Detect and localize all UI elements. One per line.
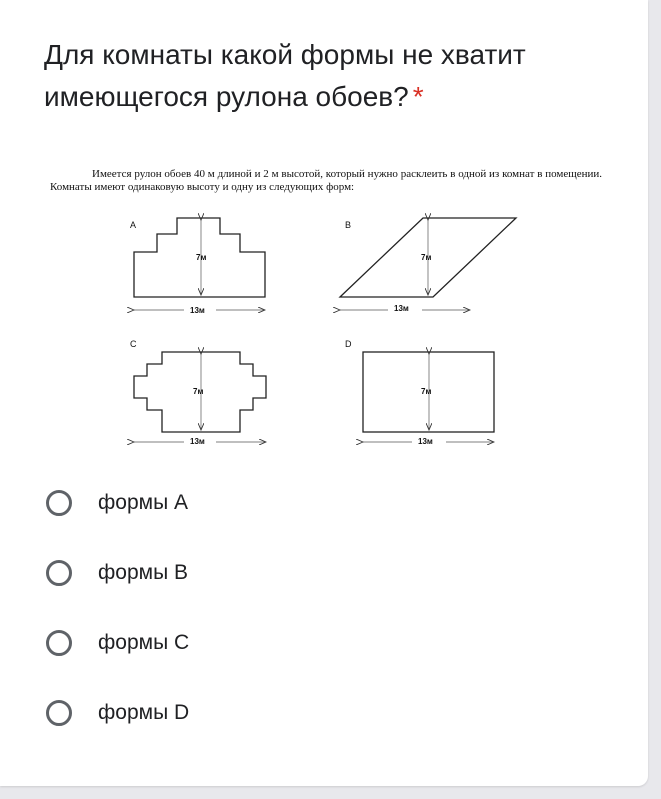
- radio-button-a[interactable]: [46, 490, 72, 516]
- shape-d-letter: D: [345, 339, 352, 349]
- option-a[interactable]: [44, 468, 604, 538]
- question-title-text: Для комнаты какой формы не хватит имеющегося рулона обоев?: [44, 39, 526, 112]
- shape-a-letter: A: [130, 220, 137, 230]
- shape-c-width-label: 13м: [190, 437, 205, 446]
- required-asterisk: *: [412, 81, 424, 112]
- shape-b: [340, 218, 516, 313]
- answer-options: [44, 468, 604, 748]
- shape-a-height-label: 7м: [196, 253, 207, 262]
- problem-statement: Имеется рулон обоев 40 м длиной и 2 м высотой, который нужно расклеить в одной из комнат в помещении. Комнаты имеют одинаковую высоту и одну из следующих форм:: [50, 168, 602, 193]
- shape-c-height-label: 7м: [193, 387, 204, 396]
- shape-d: [345, 339, 494, 446]
- radio-button-c[interactable]: [46, 630, 72, 656]
- shape-d-height-label: 7м: [421, 387, 432, 396]
- room-shapes-diagram: [50, 168, 602, 458]
- option-a-label: формы A: [98, 491, 189, 514]
- shape-c: [130, 339, 266, 446]
- shape-b-letter: B: [345, 220, 352, 230]
- shape-d-width-label: 13м: [418, 437, 433, 446]
- option-d-label: формы D: [98, 701, 190, 724]
- question-image: [50, 168, 602, 458]
- option-d[interactable]: [44, 678, 604, 748]
- option-b-label: формы B: [98, 561, 189, 584]
- option-c-label: формы C: [98, 631, 190, 654]
- shape-a-width-label: 13м: [190, 306, 205, 315]
- shape-b-height-label: 7м: [421, 253, 432, 262]
- shape-c-letter: C: [130, 339, 137, 349]
- shape-a: [130, 218, 265, 315]
- radio-button-b[interactable]: [46, 560, 72, 586]
- option-b[interactable]: [44, 538, 604, 608]
- question-title: [44, 34, 634, 118]
- shape-b-width-label: 13м: [394, 304, 409, 313]
- option-c[interactable]: [44, 608, 604, 678]
- radio-button-d[interactable]: [46, 700, 72, 726]
